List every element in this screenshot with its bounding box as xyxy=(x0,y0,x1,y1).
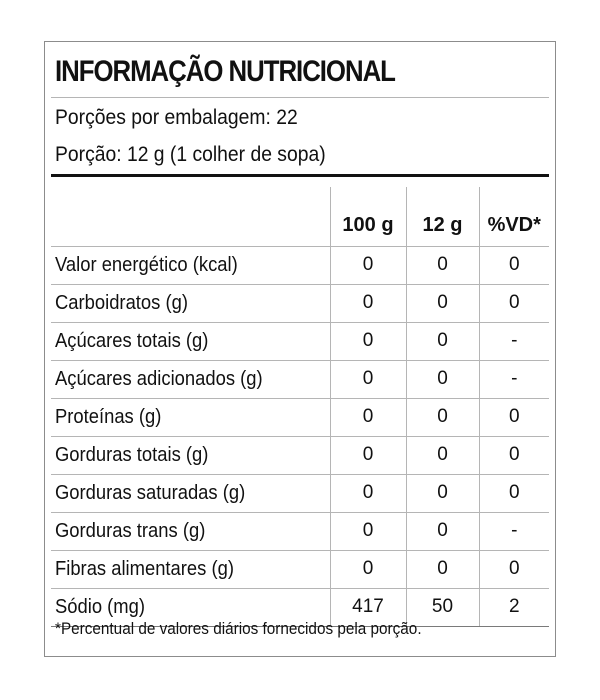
value-daily-percent: - xyxy=(479,360,549,398)
nutrient-name-text: Açúcares adicionados (g) xyxy=(55,367,263,390)
nutrient-name xyxy=(51,550,330,588)
nutrient-name xyxy=(51,474,330,512)
value-per-100g: 0 xyxy=(330,512,406,550)
column-header-daily-value: %VD* xyxy=(479,187,549,246)
value-per-100g: 0 xyxy=(330,322,406,360)
nutrient-name-text: Sódio (mg) xyxy=(55,595,145,618)
nutrient-name-text: Carboidratos (g) xyxy=(55,291,188,314)
table-header-row xyxy=(51,187,549,246)
nutrient-name-text: Valor energético (kcal) xyxy=(55,253,238,276)
table-row xyxy=(51,512,549,550)
nutrition-facts-label xyxy=(44,41,556,657)
table-row xyxy=(51,398,549,436)
servings-per-package: Porções por embalagem: 22 xyxy=(55,106,298,129)
nutrient-name-text: Açúcares totais (g) xyxy=(55,329,209,352)
column-header-per-100g: 100 g xyxy=(330,187,406,246)
table-row xyxy=(51,246,549,284)
column-header-per-portion: 12 g xyxy=(406,187,479,246)
value-per-100g: 0 xyxy=(330,550,406,588)
value-daily-percent: - xyxy=(479,322,549,360)
nutrient-name xyxy=(51,284,330,322)
value-per-portion: 0 xyxy=(406,398,479,436)
table-row xyxy=(51,474,549,512)
value-per-portion: 0 xyxy=(406,474,479,512)
value-daily-percent: 0 xyxy=(479,246,549,284)
table-row xyxy=(51,360,549,398)
nutrient-name-text: Gorduras totais (g) xyxy=(55,443,209,466)
nutrient-name xyxy=(51,322,330,360)
value-per-portion: 0 xyxy=(406,360,479,398)
nutrient-name xyxy=(51,360,330,398)
value-per-portion: 0 xyxy=(406,322,479,360)
value-per-portion: 50 xyxy=(406,588,479,626)
nutrient-name-text: Fibras alimentares (g) xyxy=(55,557,234,580)
value-daily-percent: 0 xyxy=(479,398,549,436)
value-per-100g: 0 xyxy=(330,474,406,512)
value-per-portion: 0 xyxy=(406,550,479,588)
nutrient-name xyxy=(51,246,330,284)
label-title: INFORMAÇÃO NUTRICIONAL xyxy=(55,55,395,88)
title-divider xyxy=(51,97,549,98)
value-daily-percent: 0 xyxy=(479,550,549,588)
nutrient-column-header xyxy=(51,187,330,246)
nutrient-name-text: Gorduras saturadas (g) xyxy=(55,481,246,504)
value-per-100g: 417 xyxy=(330,588,406,626)
nutrient-name-text: Gorduras trans (g) xyxy=(55,519,206,542)
table-row xyxy=(51,550,549,588)
footnote: *Percentual de valores diários fornecidos pela porção. xyxy=(55,619,422,638)
value-per-100g: 0 xyxy=(330,246,406,284)
value-per-portion: 0 xyxy=(406,246,479,284)
value-per-100g: 0 xyxy=(330,436,406,474)
nutrient-name xyxy=(51,436,330,474)
value-per-portion: 0 xyxy=(406,512,479,550)
value-per-portion: 0 xyxy=(406,436,479,474)
value-daily-percent: - xyxy=(479,512,549,550)
serving-size: Porção: 12 g (1 colher de sopa) xyxy=(55,143,326,166)
table-row xyxy=(51,436,549,474)
value-per-100g: 0 xyxy=(330,398,406,436)
value-daily-percent: 0 xyxy=(479,474,549,512)
nutrient-name xyxy=(51,398,330,436)
table-row xyxy=(51,284,549,322)
value-daily-percent: 2 xyxy=(479,588,549,626)
table-row xyxy=(51,322,549,360)
nutrient-name-text: Proteínas (g) xyxy=(55,405,162,428)
nutrition-table xyxy=(51,187,549,627)
nutrient-name xyxy=(51,512,330,550)
value-per-portion: 0 xyxy=(406,284,479,322)
header-thick-divider xyxy=(51,174,549,177)
value-daily-percent: 0 xyxy=(479,284,549,322)
value-daily-percent: 0 xyxy=(479,436,549,474)
value-per-100g: 0 xyxy=(330,360,406,398)
value-per-100g: 0 xyxy=(330,284,406,322)
